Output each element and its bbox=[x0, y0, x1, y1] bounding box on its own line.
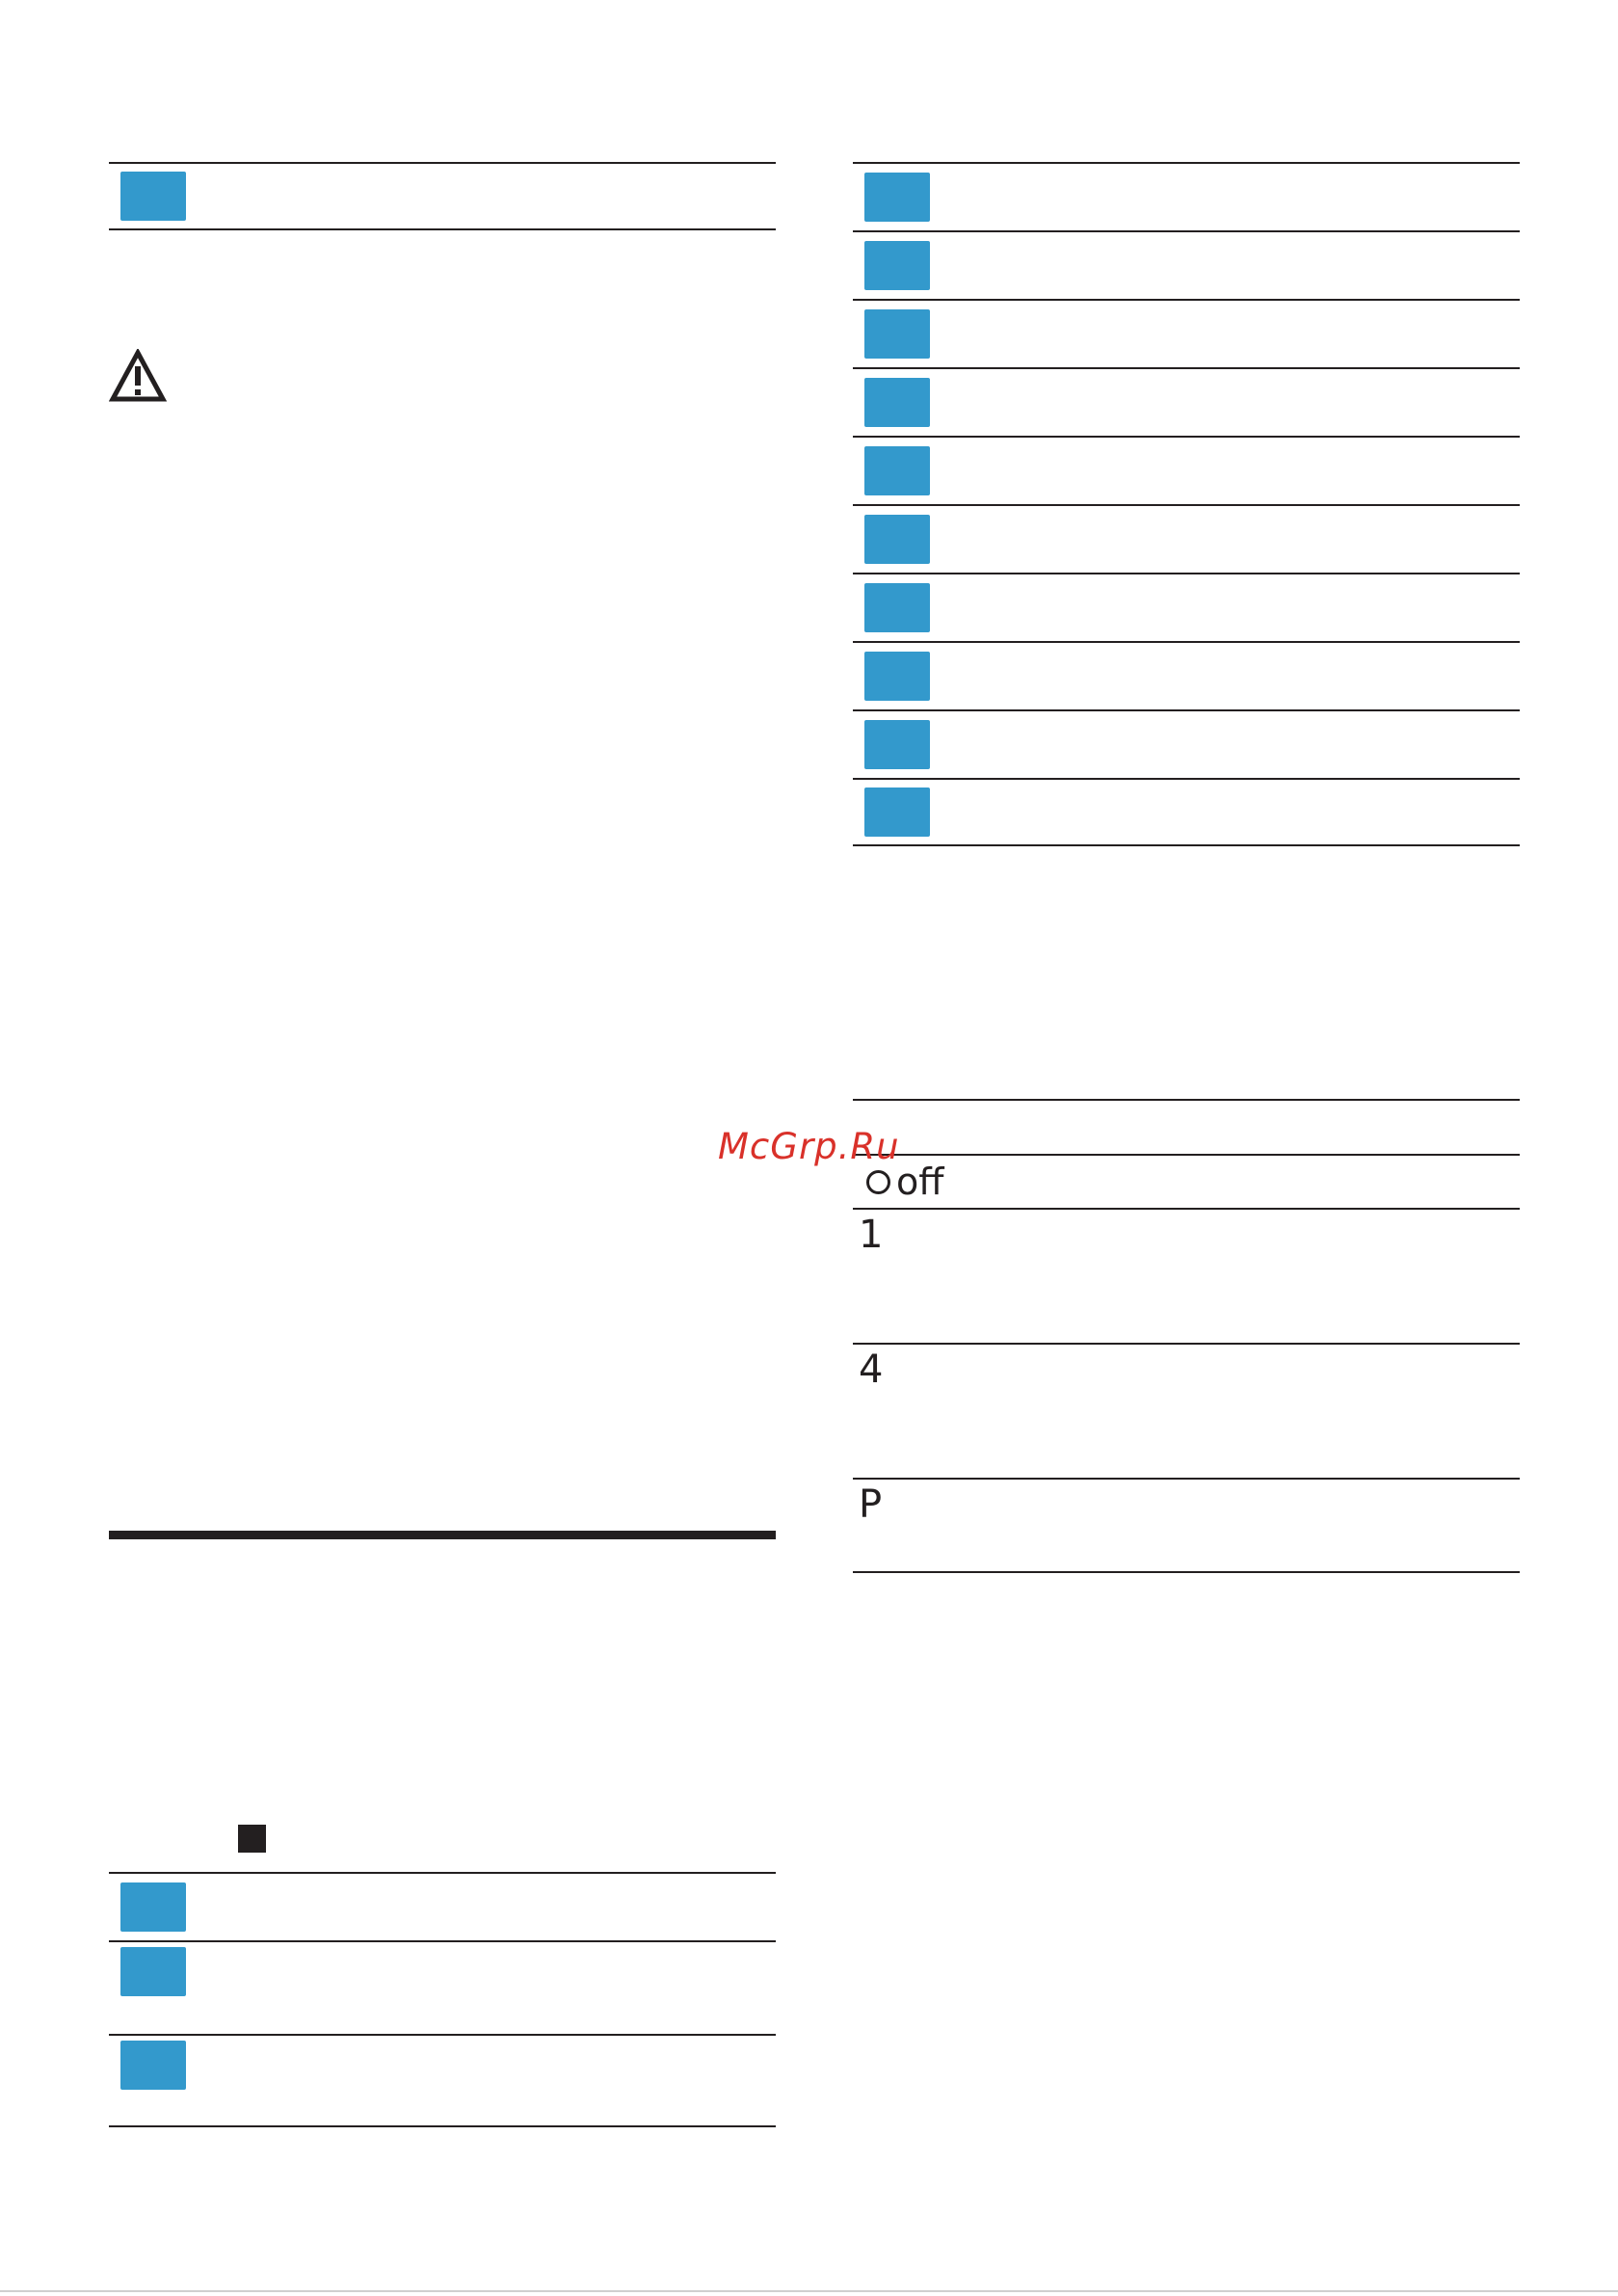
setting-label: 4 bbox=[859, 1348, 884, 1392]
footer-line bbox=[0, 2290, 1618, 2292]
list-item bbox=[853, 162, 1520, 230]
list-item bbox=[109, 1940, 776, 2034]
setting-label: off bbox=[896, 1161, 944, 1203]
table-row-off bbox=[853, 1154, 1520, 1208]
blue-badge bbox=[864, 720, 930, 769]
table-row bbox=[853, 1478, 1520, 1573]
setting-label: 1 bbox=[859, 1213, 884, 1257]
blue-badge bbox=[120, 2041, 186, 2090]
blue-badge bbox=[120, 172, 186, 221]
list-item bbox=[853, 709, 1520, 778]
list-item bbox=[109, 162, 776, 230]
blue-badge bbox=[864, 173, 930, 222]
settings-table bbox=[853, 1099, 1520, 1573]
left-bottom-list bbox=[109, 1872, 776, 2127]
warning-triangle-icon bbox=[109, 349, 167, 403]
blue-badge bbox=[864, 652, 930, 701]
blue-badge bbox=[120, 1882, 186, 1932]
section-rule bbox=[109, 1531, 776, 1539]
left-top-list bbox=[109, 162, 776, 230]
list-item bbox=[853, 299, 1520, 367]
list-item bbox=[853, 641, 1520, 709]
blue-badge bbox=[864, 378, 930, 427]
table-row bbox=[853, 1343, 1520, 1478]
list-item bbox=[853, 436, 1520, 504]
blue-badge bbox=[864, 446, 930, 495]
blue-badge bbox=[864, 583, 930, 632]
blue-badge bbox=[864, 309, 930, 359]
watermark: McGrp.Ru bbox=[718, 1126, 900, 1167]
list-item bbox=[853, 778, 1520, 846]
step-marker-icon bbox=[238, 1825, 266, 1853]
blue-badge bbox=[120, 1947, 186, 1996]
list-item bbox=[853, 573, 1520, 641]
list-item bbox=[109, 1872, 776, 1940]
right-top-list bbox=[853, 162, 1520, 846]
blue-badge bbox=[864, 241, 930, 290]
setting-label: P bbox=[859, 1482, 883, 1527]
blue-badge bbox=[864, 515, 930, 564]
table-row bbox=[853, 1208, 1520, 1343]
list-item bbox=[853, 230, 1520, 299]
blue-badge bbox=[864, 788, 930, 837]
list-item bbox=[853, 504, 1520, 573]
off-circle-icon bbox=[866, 1170, 890, 1194]
list-item bbox=[853, 367, 1520, 436]
table-header-row bbox=[853, 1099, 1520, 1154]
list-item bbox=[109, 2034, 776, 2127]
